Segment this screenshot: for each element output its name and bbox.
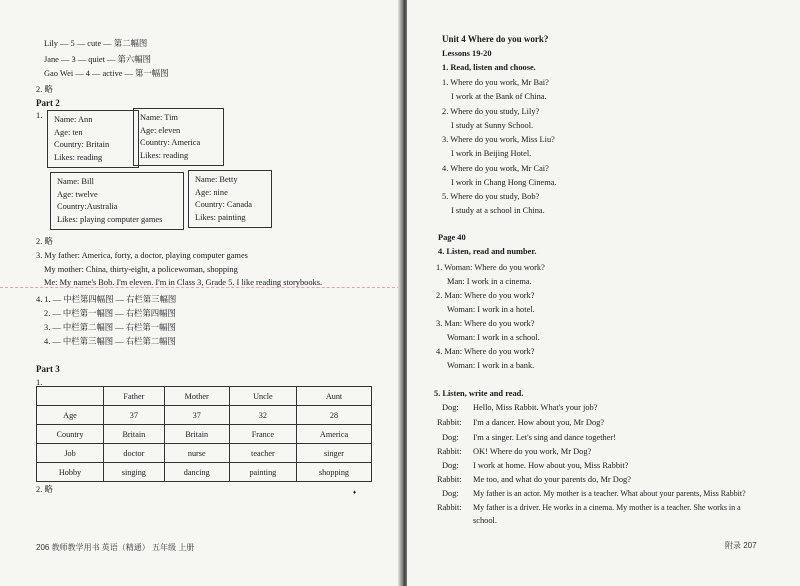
page-ref: Page 40 bbox=[438, 233, 466, 242]
question-line: 4. Where do you work, Mr Cai? bbox=[442, 164, 549, 173]
table-cell: Britain bbox=[164, 425, 229, 444]
speaker: Rabbit: bbox=[437, 447, 462, 456]
question-line: 3. Where do you work, Miss Liu? bbox=[442, 135, 555, 144]
card-name: Name: Bill bbox=[57, 177, 94, 186]
card-likes: Likes: reading bbox=[54, 152, 103, 162]
row-label: Job bbox=[37, 444, 104, 463]
table-cell: shopping bbox=[297, 463, 372, 482]
table-cell: doctor bbox=[104, 444, 165, 463]
right-page bbox=[407, 0, 800, 586]
dialogue-text: Me too, and what do your parents do, Mr Dog? bbox=[473, 475, 631, 484]
table-cell: dancing bbox=[164, 463, 229, 482]
answer-line: I work in Beijing Hotel. bbox=[451, 149, 532, 158]
answer-line: I work in Chang Hong Cinema. bbox=[451, 178, 557, 187]
answer-line: My mother: China, thirty-eight, a policewoman, shopping bbox=[44, 265, 238, 274]
question-line: 5. Where do you study, Bob? bbox=[442, 192, 540, 201]
card-likes: Likes: playing computer games bbox=[57, 214, 163, 224]
table-row bbox=[37, 444, 372, 463]
answer-line: I study at a school in China. bbox=[451, 206, 545, 215]
table-cell: singing bbox=[104, 463, 165, 482]
family-info-table bbox=[36, 386, 372, 482]
card-likes: Likes: reading bbox=[140, 150, 189, 160]
card-age: Age: twelve bbox=[57, 189, 98, 199]
card-likes: Likes: painting bbox=[195, 212, 246, 222]
info-card-ann bbox=[47, 110, 139, 168]
lessons-title: Lessons 19-20 bbox=[442, 49, 492, 58]
row-label: Hobby bbox=[37, 463, 104, 482]
answer-line: 4. 1. — 中栏第四幅图 — 右栏第三幅图 bbox=[36, 295, 177, 304]
table-header-row bbox=[37, 387, 372, 406]
dialogue-line: 2. Man: Where do you work? bbox=[436, 291, 535, 300]
speaker: Rabbit: bbox=[437, 418, 462, 427]
table-cell: 37 bbox=[104, 406, 165, 425]
card-age: Age: nine bbox=[195, 187, 228, 197]
answer-line: Lily — 5 — cute — 第二幅图 bbox=[44, 39, 148, 48]
page-footer: 206 教师教学用书 英语（精通） 五年级 上册 bbox=[36, 543, 195, 552]
card-name: Name: Betty bbox=[195, 175, 238, 184]
answer-line: Me: My name's Bob. I'm eleven. I'm in Class 3, Grade 5. I like reading storybooks. bbox=[44, 278, 323, 287]
section-heading: 1. Read, listen and choose. bbox=[442, 63, 536, 72]
card-country: Country:Australia bbox=[57, 202, 118, 211]
table-cell: America bbox=[297, 425, 372, 444]
dialogue-line: 1. Woman: Where do you work? bbox=[436, 263, 545, 272]
info-card-bill bbox=[50, 172, 184, 230]
answer-line: 2. 略 bbox=[36, 237, 53, 246]
card-name: Name: Ann bbox=[54, 115, 93, 124]
info-card-tim bbox=[133, 108, 224, 166]
table-cell: nurse bbox=[164, 444, 229, 463]
page-footer: 附录 207 bbox=[725, 541, 757, 550]
speaker: Dog: bbox=[442, 403, 459, 412]
table-header-cell: Aunt bbox=[297, 387, 372, 406]
speaker: Dog: bbox=[442, 489, 459, 498]
dialogue-text: I'm a dancer. How about you, Mr Dog? bbox=[473, 418, 605, 427]
dialogue-text: My father is a driver. He works in a cinema. My mother is a teacher. She works in a bbox=[473, 503, 741, 512]
answer-line: 2. — 中栏第一幅图 — 右栏第四幅图 bbox=[44, 309, 176, 318]
dialogue-line: 4. Man: Where do you work? bbox=[436, 347, 535, 356]
speaker: Rabbit: bbox=[437, 475, 462, 484]
dialogue-text: school. bbox=[473, 516, 497, 525]
table-cell: teacher bbox=[229, 444, 296, 463]
item-number: 1. bbox=[36, 111, 43, 120]
table-cell bbox=[37, 387, 104, 406]
answer-line: 3. — 中栏第二幅图 — 右栏第一幅图 bbox=[44, 323, 176, 332]
answer-line: I work at the Bank of China. bbox=[451, 92, 547, 101]
row-label: Age bbox=[37, 406, 104, 425]
table-row bbox=[37, 463, 372, 482]
table-cell: singer bbox=[297, 444, 372, 463]
unit-title: Unit 4 Where do you work? bbox=[442, 34, 549, 44]
answer-line: 3. My father: America, forty, a doctor, playing computer games bbox=[36, 251, 248, 260]
table-row bbox=[37, 406, 372, 425]
item-number: 1. bbox=[36, 378, 43, 387]
card-age: Age: ten bbox=[54, 127, 83, 137]
answer-line: 4. — 中栏第三幅图 — 右栏第二幅图 bbox=[44, 337, 176, 346]
dialogue-line: Woman: I work in a bank. bbox=[447, 361, 535, 370]
divider-line bbox=[0, 287, 400, 288]
table-row bbox=[37, 425, 372, 444]
speaker: Dog: bbox=[442, 461, 459, 470]
card-country: Country: America bbox=[140, 138, 201, 147]
section-heading: 5. Listen, write and read. bbox=[434, 389, 524, 398]
table-cell: 28 bbox=[297, 406, 372, 425]
dialogue-line: Man: I work in a cinema. bbox=[447, 277, 532, 286]
table-cell: painting bbox=[229, 463, 296, 482]
card-country: Country: Canada bbox=[195, 200, 252, 209]
speaker: Rabbit: bbox=[437, 503, 462, 512]
dialogue-line: 3. Man: Where do you work? bbox=[436, 319, 535, 328]
part-heading: Part 2 bbox=[36, 98, 60, 108]
speaker: Dog: bbox=[442, 433, 459, 442]
dialogue-text: Hello, Miss Rabbit. What's your job? bbox=[473, 403, 598, 412]
dialogue-text: My father is an actor. My mother is a teacher. What about your parents, Miss Rabbit? bbox=[473, 489, 746, 498]
card-age: Age: eleven bbox=[140, 125, 181, 135]
question-line: 2. Where do you study, Lily? bbox=[442, 107, 540, 116]
table-header-cell: Mother bbox=[164, 387, 229, 406]
answer-line: Jane — 3 — quiet — 第六幅图 bbox=[44, 55, 152, 64]
row-label: Country bbox=[37, 425, 104, 444]
answer-line: 2. 略 bbox=[36, 85, 53, 94]
part-heading: Part 3 bbox=[36, 364, 60, 374]
table-header-cell: Uncle bbox=[229, 387, 296, 406]
dialogue-text: OK! Where do you work, Mr Dog? bbox=[473, 447, 592, 456]
table-cell: 32 bbox=[229, 406, 296, 425]
section-heading: 4. Listen, read and number. bbox=[438, 247, 537, 256]
card-name: Name: Tim bbox=[140, 113, 178, 122]
diamond-mark: ♦ bbox=[353, 490, 357, 496]
dialogue-line: Woman: I work in a school. bbox=[447, 333, 540, 342]
dialogue-text: I work at home. How about you, Miss Rabbit? bbox=[473, 461, 629, 470]
question-line: 1. Where do you work, Mr Bai? bbox=[442, 78, 549, 87]
answer-line: 2. 略 bbox=[36, 485, 53, 494]
dialogue-text: I'm a singer. Let's sing and dance together! bbox=[473, 433, 617, 442]
dialogue-line: Woman: I work in a hotel. bbox=[447, 305, 535, 314]
info-card-betty bbox=[188, 170, 272, 228]
table-header-cell: Father bbox=[104, 387, 165, 406]
table-cell: France bbox=[229, 425, 296, 444]
answer-line: Gao Wei — 4 — active — 第一幅图 bbox=[44, 69, 169, 78]
card-country: Country: Britain bbox=[54, 140, 110, 149]
table-cell: Britain bbox=[104, 425, 165, 444]
answer-line: I study at Sunny School. bbox=[451, 121, 534, 130]
table-cell: 37 bbox=[164, 406, 229, 425]
